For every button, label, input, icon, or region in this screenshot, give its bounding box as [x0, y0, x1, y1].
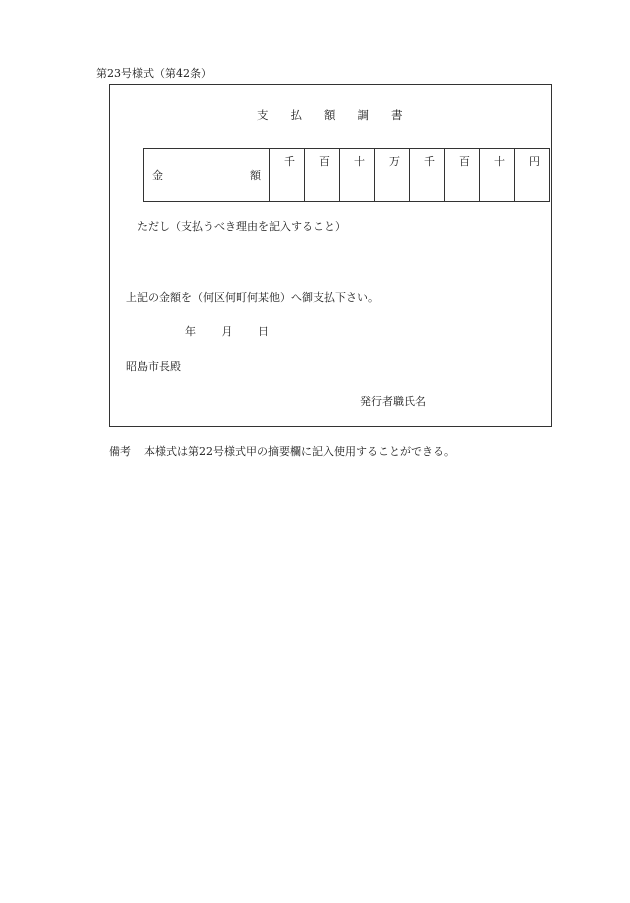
form-number: 第23号様式（第42条） [96, 67, 212, 80]
amount-label-left: 金 [152, 169, 163, 182]
digit-cell-ten[interactable] [480, 149, 515, 202]
digit-label: 十 [494, 155, 505, 168]
digit-label: 百 [319, 155, 330, 168]
digit-label: 千 [424, 155, 435, 168]
proviso-text: ただし（支払うべき理由を記入すること） [137, 220, 346, 233]
digit-label: 円 [529, 155, 540, 168]
amount-label-right: 額 [250, 169, 261, 182]
digit-label: 百 [459, 155, 470, 168]
digit-cell-thousand[interactable] [410, 149, 445, 202]
date-line [185, 326, 291, 337]
digit-label: 十 [354, 155, 365, 168]
issuer-name-field: 発行者職氏名 [360, 395, 426, 408]
amount-table [143, 148, 550, 202]
remarks [109, 446, 455, 457]
payment-statement: 上記の金額を（何区何町何某他）へ御支払下さい。 [126, 291, 379, 304]
digit-label: 万 [389, 155, 400, 168]
document-title: 支払額調書 [257, 108, 425, 122]
form-frame [109, 84, 552, 427]
remarks-label: 備考 [109, 445, 131, 458]
digit-cell-ten-man[interactable] [340, 149, 375, 202]
date-month-label: 月 [221, 325, 233, 338]
digit-cell-man[interactable] [375, 149, 410, 202]
amount-label-cell [144, 149, 270, 202]
date-year-label: 年 [185, 325, 196, 338]
addressee: 昭島市長殿 [126, 360, 181, 373]
remarks-text: 本様式は第22号様式甲の摘要欄に記入使用することができる。 [144, 445, 455, 458]
digit-cell-hundred[interactable] [445, 149, 480, 202]
digit-cell-thousand-man[interactable] [270, 149, 305, 202]
date-day-label: 日 [258, 325, 269, 338]
digit-cell-hundred-man[interactable] [305, 149, 340, 202]
digit-cell-yen[interactable] [515, 149, 550, 202]
digit-label: 千 [284, 155, 295, 168]
